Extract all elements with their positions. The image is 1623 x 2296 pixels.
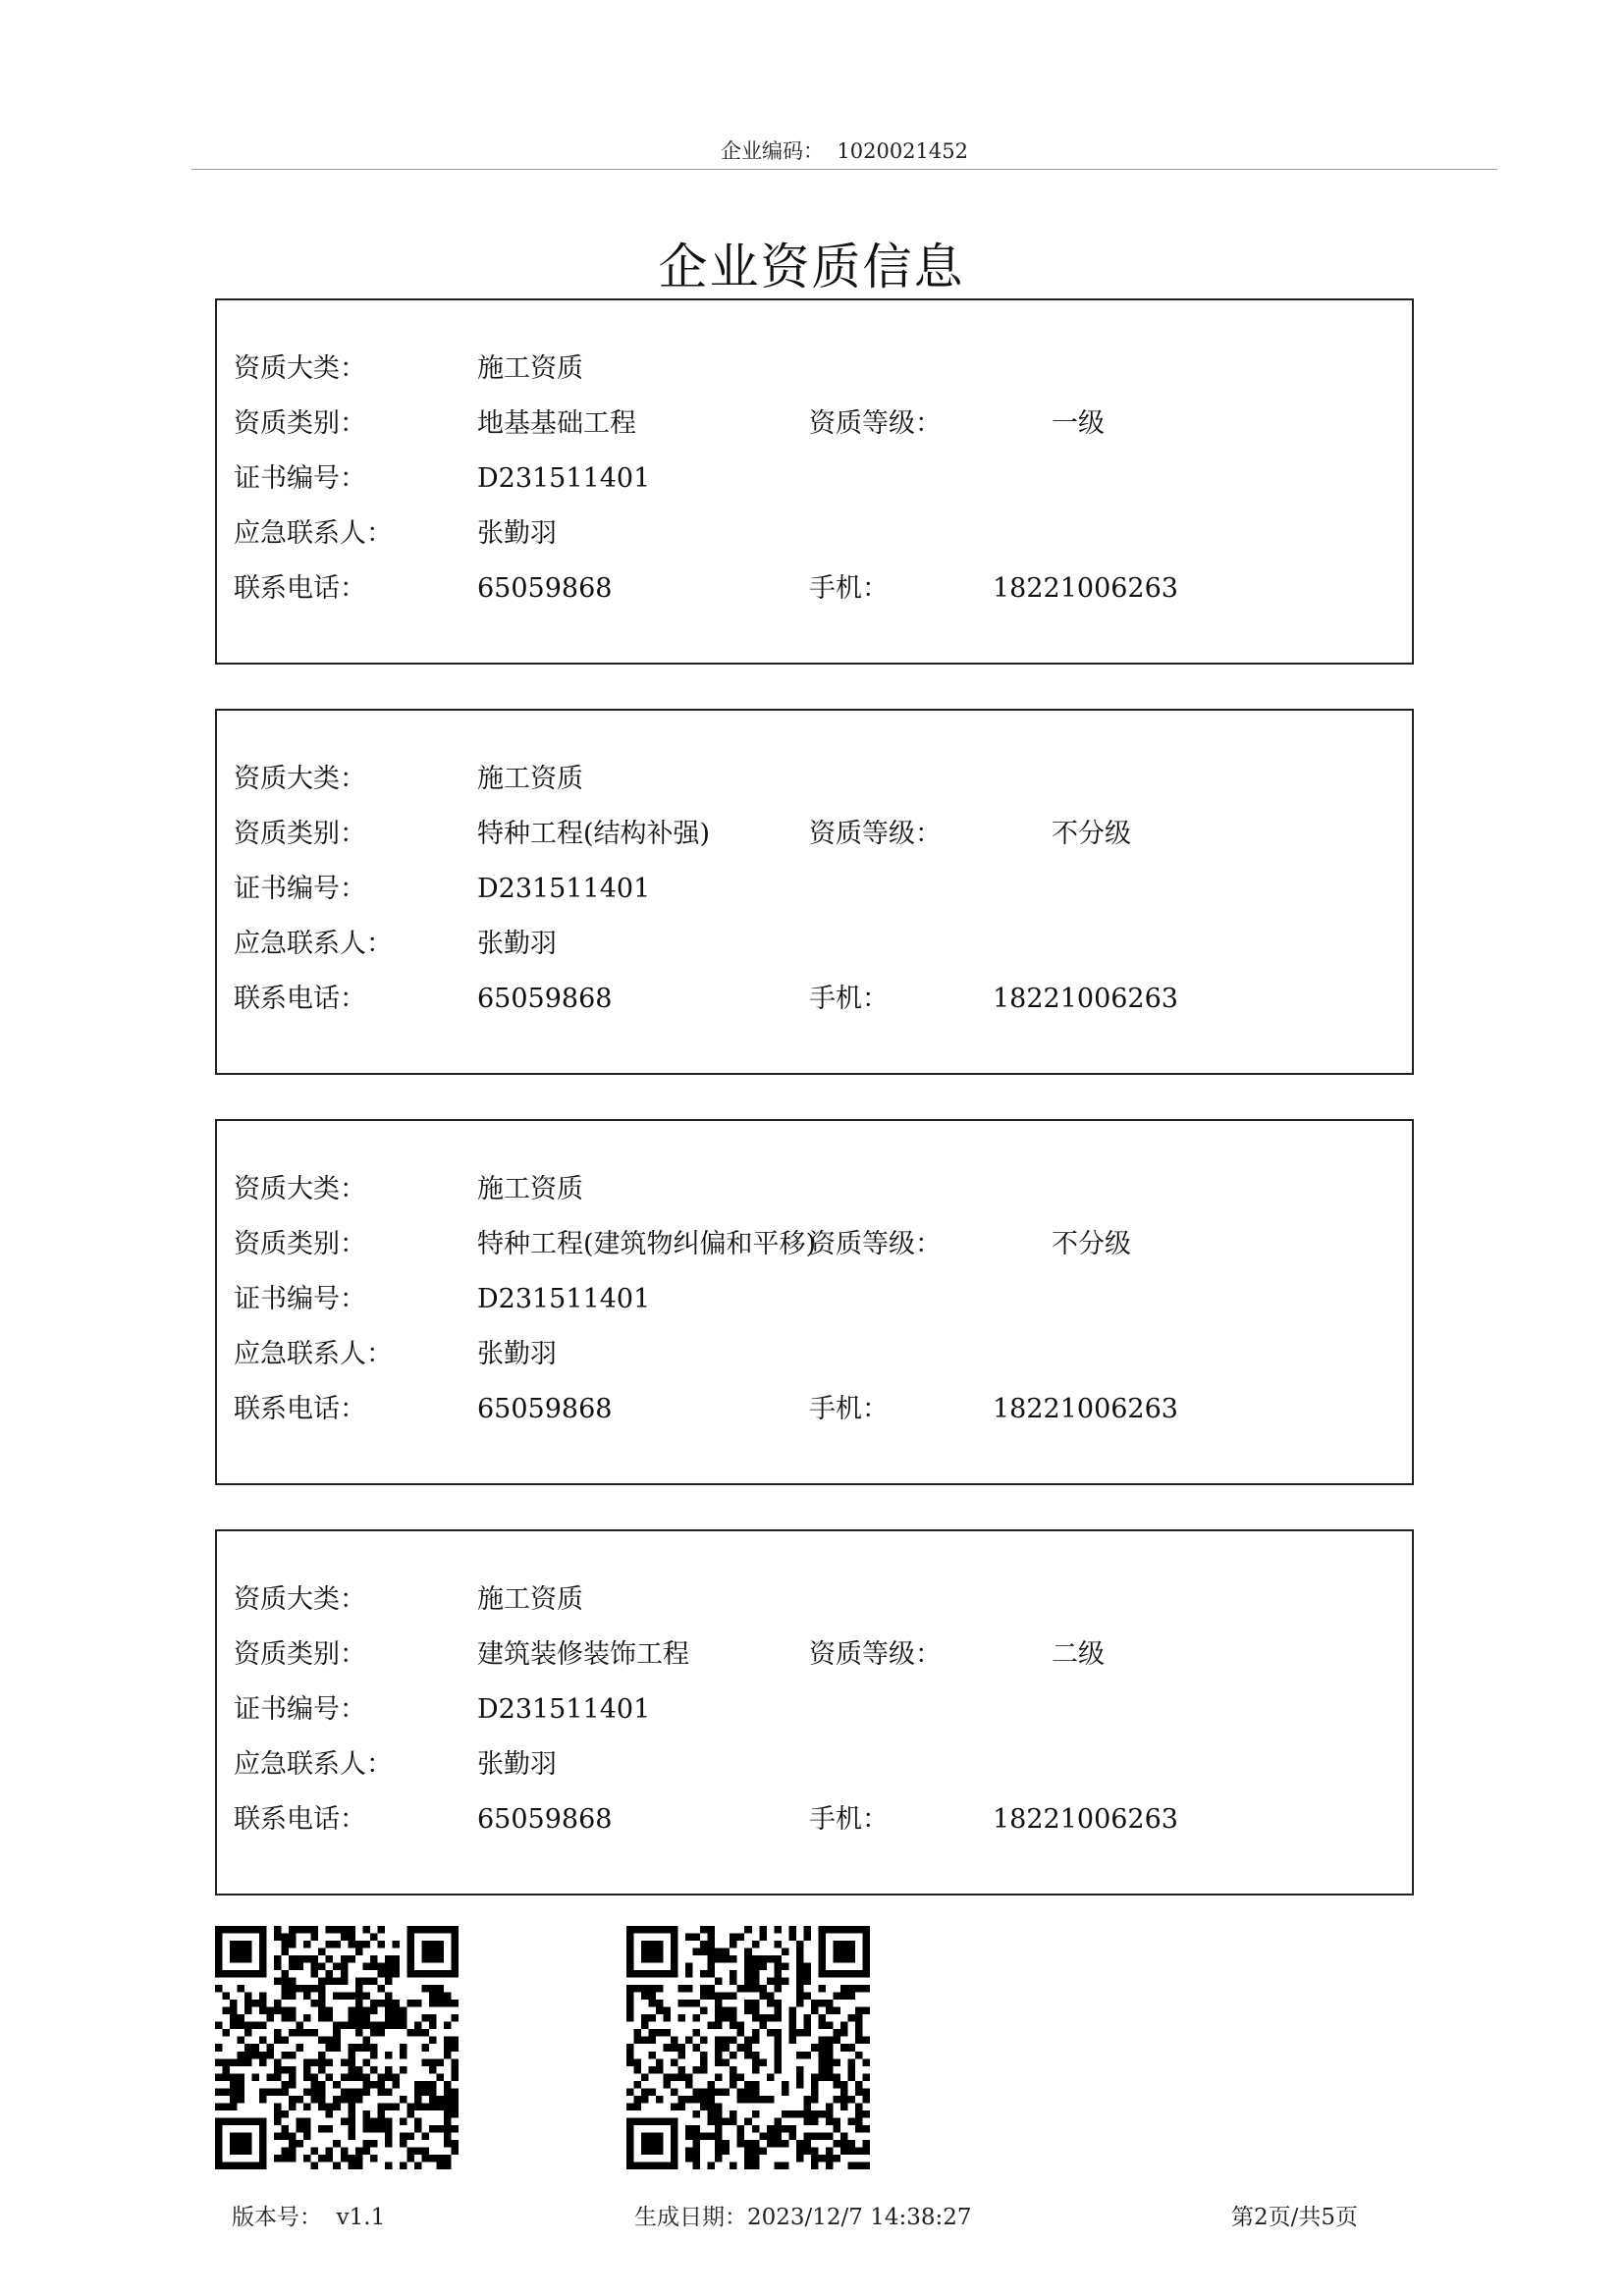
value-cert-no: D231511401 (477, 1694, 651, 1725)
label-type: 资质类别： (234, 819, 366, 849)
value-level: 一级 (1052, 408, 1105, 439)
version-label: 版本号： (232, 2205, 322, 2230)
label-contact: 应急联系人： (234, 518, 393, 549)
label-contact: 应急联系人： (234, 929, 393, 959)
row-cert-no (217, 459, 1412, 499)
enterprise-code-header (191, 135, 1497, 165)
label-type: 资质类别： (234, 1229, 366, 1259)
label-level: 资质等级： (809, 819, 942, 849)
value-level: 二级 (1052, 1639, 1105, 1670)
enterprise-code-label: 企业编码： (721, 139, 825, 163)
qualification-card (215, 709, 1414, 1075)
value-cert-no: D231511401 (477, 874, 651, 904)
value-mobile: 18221006263 (993, 573, 1178, 604)
value-mobile: 18221006263 (993, 1394, 1178, 1424)
value-type: 特种工程(建筑物纠偏和平移) (477, 1229, 817, 1259)
row-phone (217, 980, 1412, 1019)
label-cert-no: 证书编号： (234, 463, 366, 494)
row-phone (217, 1390, 1412, 1429)
value-category: 施工资质 (477, 353, 583, 384)
qualification-card (215, 298, 1414, 665)
label-level: 资质等级： (809, 408, 942, 439)
label-level: 资质等级： (809, 1229, 942, 1259)
row-cert-no (217, 870, 1412, 909)
qualification-card (215, 1529, 1414, 1896)
qr-code (626, 1926, 870, 2169)
label-level: 资质等级： (809, 1639, 942, 1670)
header-divider (191, 169, 1497, 170)
label-contact: 应急联系人： (234, 1749, 393, 1780)
row-cert-no (217, 1690, 1412, 1730)
row-cert-no (217, 1280, 1412, 1319)
date-label: 生成日期： (634, 2205, 747, 2230)
label-mobile: 手机： (809, 573, 889, 604)
value-type: 建筑装修装饰工程 (477, 1639, 689, 1670)
label-mobile: 手机： (809, 984, 889, 1014)
label-category: 资质大类： (234, 353, 366, 384)
value-category: 施工资质 (477, 1584, 583, 1615)
value-category: 施工资质 (477, 1174, 583, 1204)
value-level: 不分级 (1052, 819, 1131, 849)
value-level: 不分级 (1052, 1229, 1131, 1259)
date-value: 2023/12/7 14:38:27 (747, 2205, 972, 2230)
enterprise-code-value: 1020021452 (837, 139, 968, 163)
value-cert-no: D231511401 (477, 1284, 651, 1314)
row-category (217, 1580, 1412, 1620)
value-type: 地基基础工程 (477, 408, 636, 439)
label-category: 资质大类： (234, 1174, 366, 1204)
label-phone: 联系电话： (234, 1804, 366, 1835)
row-phone (217, 1800, 1412, 1840)
generated-date (634, 2199, 972, 2231)
row-contact (217, 925, 1412, 964)
label-cert-no: 证书编号： (234, 1694, 366, 1725)
row-contact (217, 1335, 1412, 1374)
value-type: 特种工程(结构补强) (477, 819, 711, 849)
label-contact: 应急联系人： (234, 1339, 393, 1369)
row-category (217, 760, 1412, 799)
row-contact (217, 514, 1412, 554)
value-mobile: 18221006263 (993, 984, 1178, 1014)
value-category: 施工资质 (477, 764, 583, 794)
label-phone: 联系电话： (234, 573, 366, 604)
value-contact: 张勤羽 (477, 1749, 557, 1780)
row-category (217, 349, 1412, 389)
row-type (217, 1635, 1412, 1675)
value-phone: 65059868 (477, 1804, 613, 1835)
label-type: 资质类别： (234, 408, 366, 439)
page-title: 企业资质信息 (658, 239, 965, 295)
row-contact (217, 1745, 1412, 1785)
label-phone: 联系电话： (234, 1394, 366, 1424)
label-cert-no: 证书编号： (234, 1284, 366, 1314)
row-type (217, 404, 1412, 444)
row-type (217, 815, 1412, 854)
value-phone: 65059868 (477, 573, 613, 604)
value-cert-no: D231511401 (477, 463, 651, 494)
value-contact: 张勤羽 (477, 518, 557, 549)
page-number: 第2页/共5页 (1231, 2205, 1359, 2230)
label-mobile: 手机： (809, 1804, 889, 1835)
version-info (232, 2199, 385, 2231)
value-contact: 张勤羽 (477, 1339, 557, 1369)
row-type (217, 1225, 1412, 1264)
value-contact: 张勤羽 (477, 929, 557, 959)
label-type: 资质类别： (234, 1639, 366, 1670)
version-value: v1.1 (336, 2205, 386, 2230)
label-category: 资质大类： (234, 1584, 366, 1615)
value-mobile: 18221006263 (993, 1804, 1178, 1835)
value-phone: 65059868 (477, 1394, 613, 1424)
value-phone: 65059868 (477, 984, 613, 1014)
row-category (217, 1170, 1412, 1209)
label-category: 资质大类： (234, 764, 366, 794)
qr-code (215, 1926, 459, 2169)
row-phone (217, 569, 1412, 609)
label-phone: 联系电话： (234, 984, 366, 1014)
label-cert-no: 证书编号： (234, 874, 366, 904)
qualification-card (215, 1119, 1414, 1485)
label-mobile: 手机： (809, 1394, 889, 1424)
